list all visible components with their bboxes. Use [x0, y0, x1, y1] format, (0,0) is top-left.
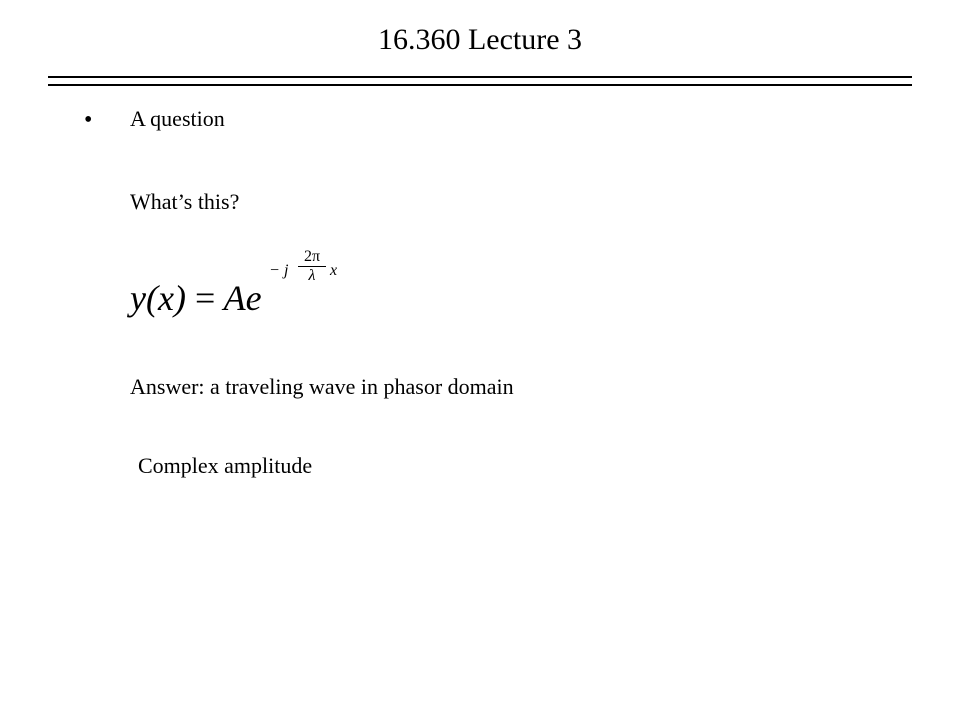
equation-main — [130, 276, 262, 320]
equation-coefficient: A — [223, 278, 246, 318]
exponent-sign: − — [270, 262, 280, 279]
exponent-variable: x — [330, 262, 338, 279]
title-divider — [48, 76, 912, 86]
exponent-numerator: 2π — [298, 248, 326, 267]
slide-title: 16.360 Lecture 3 — [377, 23, 583, 56]
answer-text: Answer: a traveling wave in phasor domain — [130, 374, 514, 399]
equation-equals: = — [194, 278, 216, 318]
exponent-imaginary-unit: j — [284, 262, 289, 279]
complex-amplitude-label: Complex amplitude — [138, 453, 313, 478]
exponent-denominator: λ — [308, 267, 316, 284]
bullet-icon: • — [84, 107, 93, 133]
equation-base: e — [245, 278, 262, 318]
equation — [130, 240, 350, 320]
exponent-fraction — [298, 248, 326, 285]
equation-lhs: y(x) — [130, 278, 186, 318]
bullet-text: A question — [130, 106, 225, 131]
question-text: What’s this? — [130, 189, 240, 214]
